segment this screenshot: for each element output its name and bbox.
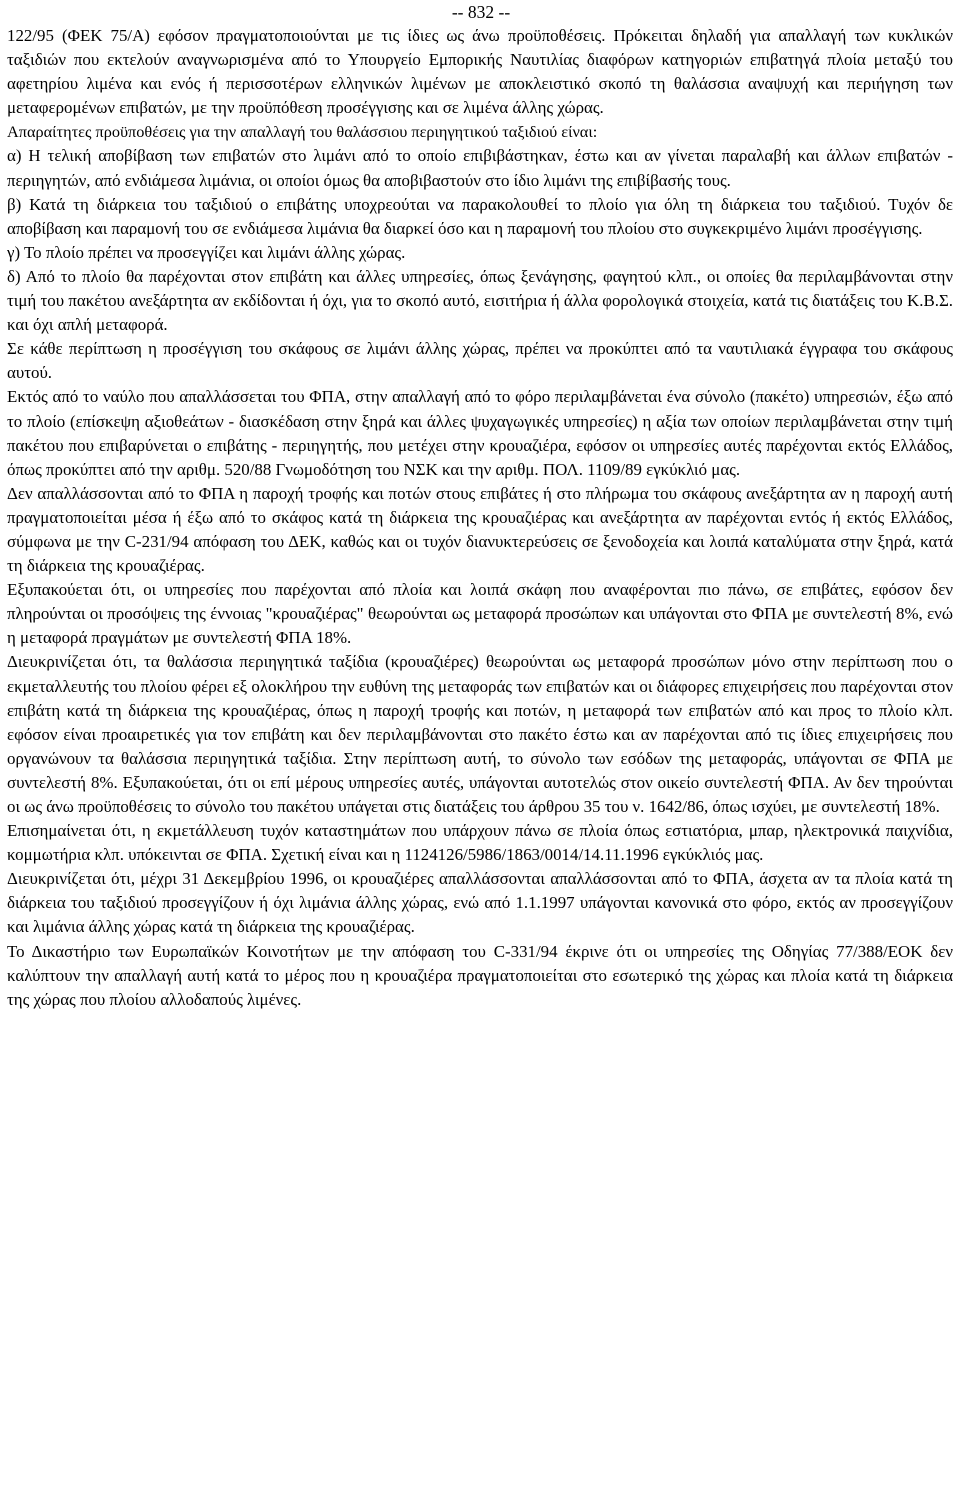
paragraph-condition-b: β) Κατά τη διάρκεια του ταξιδιού ο επιβάτης υποχρεούται να παρακολουθεί το πλοίο για όλη τη διάρκεια του ταξιδιού. Τυχόν δε αποβίβαση και παραμονή του σε ενδιάμεσα λιμάνια θα διαρκεί όσο και η παραμονή του πλοίου στο συγκεκριμένο λιμάνι προσέγγισης. [7, 194, 953, 238]
paragraph-prerequisites-heading: Απαραίτητες προϋποθέσεις για την απαλλαγή του θαλάσσιου περιηγητικού ταξιδιού είναι: [7, 122, 598, 142]
paragraph-ecj-ruling: Το Δικαστήριο των Ευρωπαϊκών Κοινοτήτων με την απόφαση του C-331/94 έκρινε ότι οι υπηρεσίες της Οδηγίας 77/388/ΕΟΚ δεν καλύπτουν την απαλλαγή αυτή κατά το μέρος που η κρουαζιέρα πραγματοποιείται στο εσωτερικό της χώρας και πλοία κατά τη διάρκεια της χώρας που πλοίου αλλοδαπούς λιμένες. [7, 941, 953, 1009]
paragraph-condition-d: δ) Από το πλοίο θα παρέχονται στον επιβάτη και άλλες υπηρεσίες, όπως ξενάγησης, φαγητού κλπ., οι οποίες θα περιλαμβάνονται στην τιμή του πακέτου ανεξάρτητα αν εκδίδονται ή όχι, για το σκοπό αυτό, εισιτήρια ή άλλα φορολογικά στοιχεία, κατά τις διατάξεις του Κ.Β.Σ. και όχι απλή μεταφορά. [7, 266, 953, 335]
paragraph-cruise-clarification: Διευκρινίζεται ότι, τα θαλάσσια περιηγητικά ταξίδια (κρουαζιέρες) θεωρούνται ως μεταφορά προσώπων μόνο στην περίπτωση που ο εκμεταλλευτής του πλοίου φέρει εξ ολοκλήρου την ευθύνη της μεταφοράς των επιβατών και οι διάφορες επιχειρήσεις που παρέχονται στον επιβάτη κατά τη διάρκεια της κρουαζιέρας, όπως η παροχή τροφής και ποτών, η μεταφορά των επιβατών από και προς το πλοίο κλπ. εφόσον είναι προαιρετικές για τον επιβάτη και δεν περιλαμβάνονται στο πακέτο έστω και αν παρέχονται από τις ίδιες επιχειρήσεις που οργανώνουν τα θαλάσσια περιηγητικά ταξίδια. Στην περίπτωση αυτή, το σύνολο των εσόδων της μεταφοράς, υπάγονται σε ΦΠΑ με συντελεστή 8%. Εξυπακούεται, ότι οι επί μέρους υπηρεσίες αυτές, υπάγονται αυτοτελώς στον οικείο συντελεστή ΦΠΑ. Αν δεν τηρούνται οι ως άνω προϋποθέσεις το σύνολο του πακέτου υπάγεται στις διατάξεις του άρθρου 35 του ν. 1642/86, όπως ισχύει, με συντελεστή 18%. [7, 652, 953, 816]
paragraph-onboard-shops: Επισημαίνεται ότι, η εκμετάλλευση τυχόν καταστημάτων που υπάρχουν πάνω σε πλοία όπως εστιατόρια, μπαρ, ηλεκτρονικά παιχνίδια, κομμωτήρια κλπ. υπόκεινται σε ΦΠΑ. Σχετική είναι και η 1124126/5986/1863/0014/14.11.1996 εγκύκλιός μας. [7, 821, 953, 865]
paragraph-condition-c: γ) Το πλοίο πρέπει να προσεγγίζει και λιμάνι άλλης χώρας. [7, 242, 406, 262]
paragraph-food-drinks-not-exempt: Δεν απαλλάσσονται από το ΦΠΑ η παροχή τροφής και ποτών στους επιβάτες ή στο πλήρωμα του σκάφους ανεξάρτητα αν η παροχή αυτή πραγματοποιείται μέσα ή έξω από το σκάφος κατά τη διάρκεια της κρουαζιέρας και ανεξάρτητα αν παρέχονται εντός ή εκτός Ελλάδος, σύμφωνα με την C-231/94 απόφαση του ΔΕΚ, καθώς και οι τυχόν διανυκτερεύσεις σε ξενοδοχεία και λοιπά καταλύματα στην ξηρά, κατά τη διάρκεια της κρουαζιέρας. [7, 483, 953, 576]
paragraph-condition-a: α) Η τελική αποβίβαση των επιβατών στο λιμάνι από το οποίο επιβιβάστηκαν, έστω και αν γίνεται παραλαβή και άλλων επιβατών - περιηγητών, από ενδιάμεσα λιμάνια, οι οποίοι όμως θα αποβιβαστούν στο ίδιο λιμάνι της επιβίβασής τους. [7, 146, 953, 190]
page-number: -- 832 -- [451, 2, 511, 22]
paragraph-package-services: Εκτός από το ναύλο που απαλλάσσεται του ΦΠΑ, στην απαλλαγή από το φόρο περιλαμβάνεται ένα σύνολο (πακέτο) υπηρεσιών, έξω από το πλοίο (επίσκεψη αξιοθεάτων - διασκέδαση στην ξηρά και άλλες ψυχαγωγικές υπηρεσίες) η αξία των οποίων περιλαμβάνεται στην τιμή πακέτου που επιβαρύνεται ο επιβάτης - περιηγητής, που μετέχει στην κρουαζιέρα, εφόσον οι υπηρεσίες αυτές παρέχονται εκτός Ελλάδος, όπως προκύπτει από την αριθμ. 520/88 Γνωμοδότηση του ΝΣΚ και την αριθμ. ΠΟΛ. 1109/89 εγκύκλιό μας. [7, 387, 953, 479]
paragraph-transitional-period: Διευκρινίζεται ότι, μέχρι 31 Δεκεμβρίου 1996, οι κρουαζιέρες απαλλάσσονται απαλλάσσονται από το ΦΠΑ, άσχετα αν τα πλοία κατά τη διάρκεια του ταξιδιού προσεγγίζουν ή όχι λιμάνια άλλης χώρας, ενώ από 1.1.1997 υπάγονται κανονικά στο φόρο, εκτός αν προσεγγίζουν και λιμάνια άλλης χώρας κατά τη διάρκεια της κρουαζιέρας. [7, 869, 953, 937]
paragraph-passenger-transport-rates: Εξυπακούεται ότι, οι υπηρεσίες που παρέχονται από πλοία και λοιπά σκάφη που αναφέρονται πιο πάνω, σε επιβάτες, εφόσον δεν πληρούνται οι προσόψεις της έννοιας "κρουαζιέρας" θεωρούνται ως μεταφορά προσώπων και υπάγονται στο ΦΠΑ με συντελεστή 8%, ενώ η μεταφορά πραγμάτων με συντελεστή ΦΠΑ 18%. [7, 580, 953, 648]
paragraph-foreign-port-proof: Σε κάθε περίπτωση η προσέγγιση του σκάφους σε λιμάνι άλλης χώρας, πρέπει να προκύπτει από τα ναυτιλιακά έγγραφα του σκάφους αυτού. [7, 339, 953, 383]
document-page [7, 0, 953, 1012]
paragraph-cruise-exemption-intro: 122/95 (ΦΕΚ 75/Α) εφόσον πραγματοποιούνται με τις ίδιες ως άνω προϋποθέσεις. Πρόκειται δηλαδή για απαλλαγή των κυκλικών ταξιδιών που εκτελούν αναγνωρισμένα από το Υπουργείο Εμπορικής Ναυτιλίας διαφόρων κατηγοριών επιβατηγά πλοία μεταξύ του αφετηρίου λιμένα και ενός ή περισσοτέρων ελληνικών λιμένων με αποκλειστικό σκοπό τη θαλάσσια αναψυχή και περιήγηση των μεταφερομένων επιβατών, με την προϋπόθεση προσέγγισης και σε λιμένα άλλης χώρας. [7, 26, 953, 118]
